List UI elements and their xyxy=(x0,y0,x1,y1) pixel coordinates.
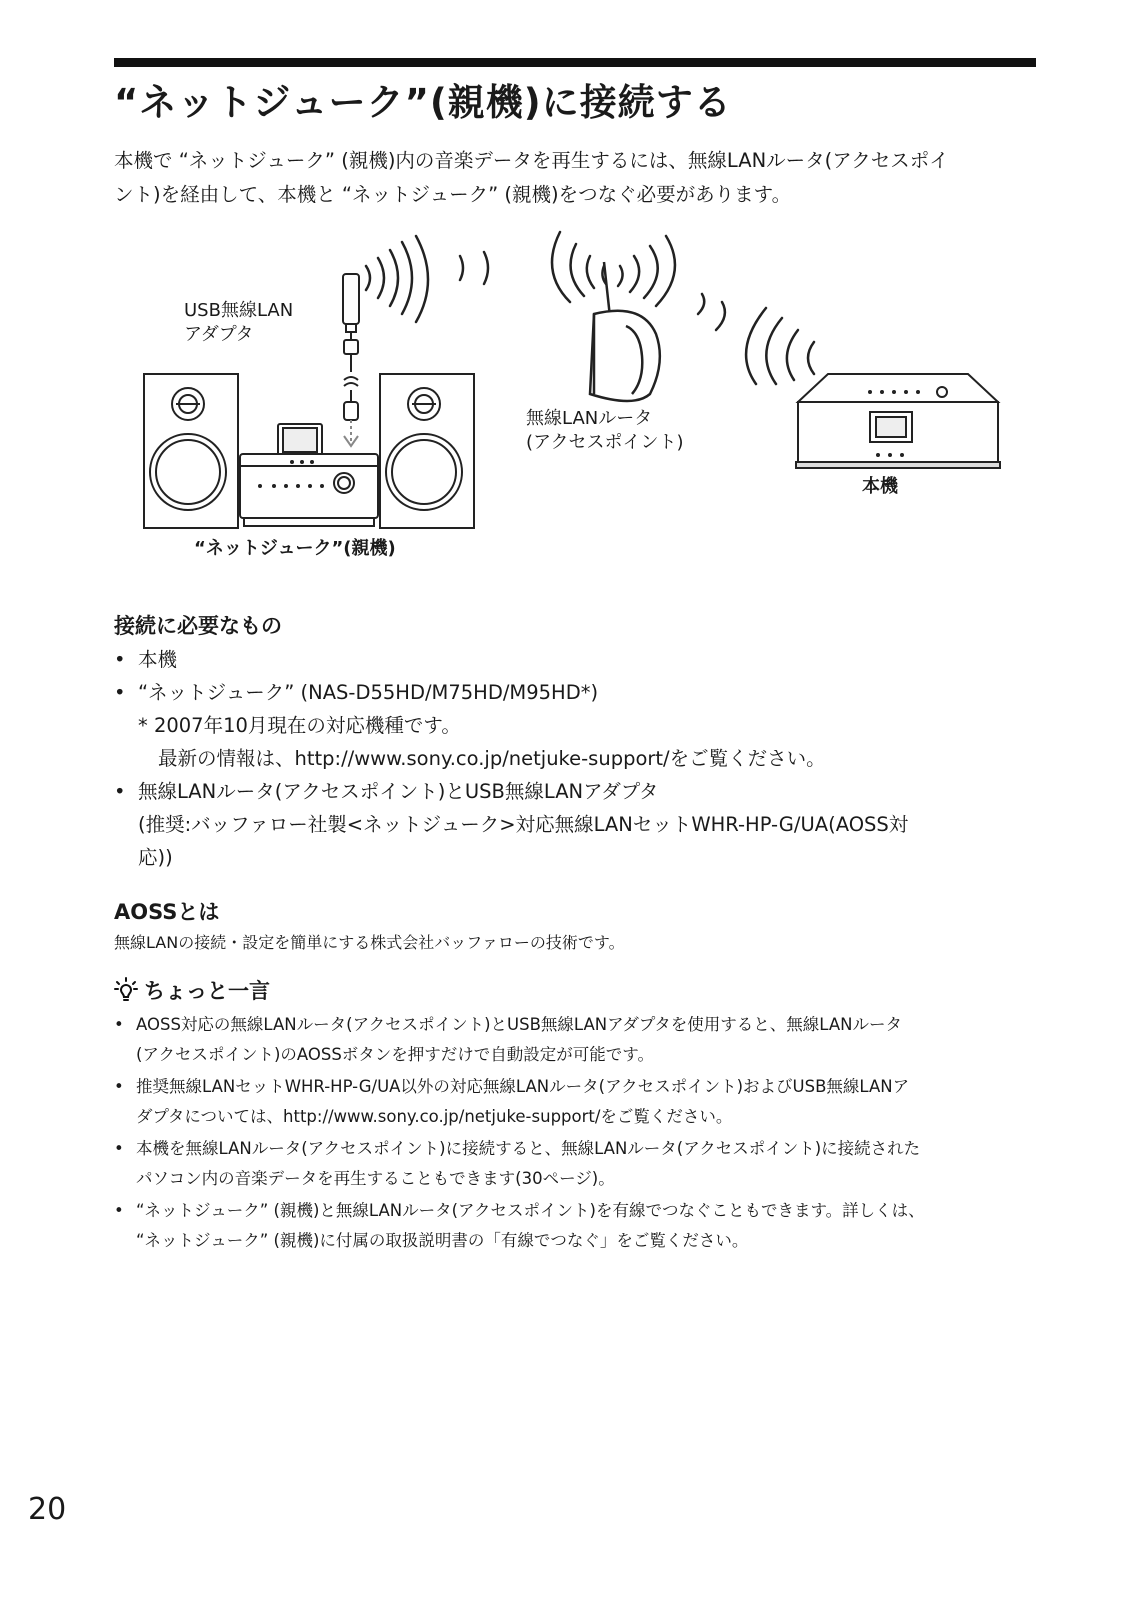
hint-1-line-2: (アクセスポイント)のAOSSボタンを押すだけで自動設定が可能です。 xyxy=(136,1045,654,1064)
bullet-icon: • xyxy=(114,1077,124,1096)
requirement-router: 無線LANルータ(アクセスポイント)とUSB無線LANアダプタ xyxy=(138,780,659,803)
hint-2-line-2: ダプタについては、http://www.sony.co.jp/netjuke-support/をご覧ください。 xyxy=(136,1107,733,1126)
netjuke-label: “ネットジューク”(親機) xyxy=(194,538,396,559)
main-unit-label: 本機 xyxy=(862,476,898,497)
list-item xyxy=(114,1134,1044,1194)
intro-line-1: 本機で “ネットジューク” (親機)内の音楽データを再生するには、無線LANルータ(アクセスポイ xyxy=(114,149,949,172)
aoss-heading: AOSSとは xyxy=(114,900,220,924)
requirement-netjuke-note-1: * 2007年10月現在の対応機種です。 xyxy=(138,714,461,737)
intro-line-2: ント)を経由して、本機と “ネットジューク” (親機)をつなぐ必要があります。 xyxy=(114,183,792,206)
hint-4-line-1: “ネットジューク” (親機)と無線LANルータ(アクセスポイント)を有線でつなぐこともできます。詳しくは、 xyxy=(136,1201,925,1220)
bullet-icon: • xyxy=(114,780,126,803)
list-item xyxy=(114,1196,1044,1256)
diagram-illustration xyxy=(130,222,1030,587)
usb-adapter-label-2: アダプタ xyxy=(184,324,254,345)
connection-diagram xyxy=(130,222,1030,587)
hint-3-line-2: パソコン内の音楽データを再生することもできます(30ページ)。 xyxy=(136,1169,615,1188)
list-item xyxy=(114,775,1034,874)
bullet-icon: • xyxy=(114,1139,124,1158)
requirement-router-note-2: 応)) xyxy=(138,846,173,869)
page-number: 20 xyxy=(28,1492,67,1527)
requirement-netjuke-note-2: 最新の情報は、http://www.sony.co.jp/netjuke-support/をご覧ください。 xyxy=(158,747,826,770)
usb-adapter-label-1: USB無線LAN xyxy=(184,300,294,321)
lightbulb-icon xyxy=(114,977,138,1003)
hint-1-line-1: AOSS対応の無線LANルータ(アクセスポイント)とUSB無線LANアダプタを使用すると、無線LANルータ xyxy=(136,1015,902,1034)
bullet-icon: • xyxy=(114,648,126,671)
requirement-netjuke: “ネットジューク” (NAS-D55HD/M75HD/M95HD*) xyxy=(138,681,599,704)
intro-paragraph xyxy=(114,144,1034,212)
requirement-router-note-1: (推奨:バッファロー社製<ネットジューク>対応無線LANセットWHR-HP-G/UA(AOSS対 xyxy=(138,813,909,836)
title-rule xyxy=(114,58,1036,67)
bullet-icon: • xyxy=(114,1201,124,1220)
hint-4-line-2: “ネットジューク” (親機)に付属の取扱説明書の「有線でつなぐ」をご覧ください。 xyxy=(136,1231,749,1250)
hint-list xyxy=(114,1010,1044,1258)
requirements-heading: 接続に必要なもの xyxy=(114,614,282,638)
list-item xyxy=(114,1072,1044,1132)
bullet-icon: • xyxy=(114,1015,124,1034)
list-item xyxy=(114,676,1034,775)
list-item xyxy=(114,643,1034,676)
list-item xyxy=(114,1010,1044,1070)
router-label-1: 無線LANルータ xyxy=(526,408,653,429)
aoss-description: 無線LANの接続・設定を簡単にする株式会社バッファローの技術です。 xyxy=(114,933,625,952)
bullet-icon: • xyxy=(114,681,126,704)
router-label-2: (アクセスポイント) xyxy=(526,432,684,453)
hint-2-line-1: 推奨無線LANセットWHR-HP-G/UA以外の対応無線LANルータ(アクセスポイント)およびUSB無線LANア xyxy=(136,1077,910,1096)
requirements-list xyxy=(114,643,1034,874)
hint-3-line-1: 本機を無線LANルータ(アクセスポイント)に接続すると、無線LANルータ(アクセスポイント)に接続された xyxy=(136,1139,921,1158)
page-title: “ネットジューク”(親機)に接続する xyxy=(114,81,732,124)
hint-heading-text: ちょっと一言 xyxy=(144,979,270,1003)
hint-heading xyxy=(114,975,270,1005)
requirement-main-unit: 本機 xyxy=(138,648,178,671)
